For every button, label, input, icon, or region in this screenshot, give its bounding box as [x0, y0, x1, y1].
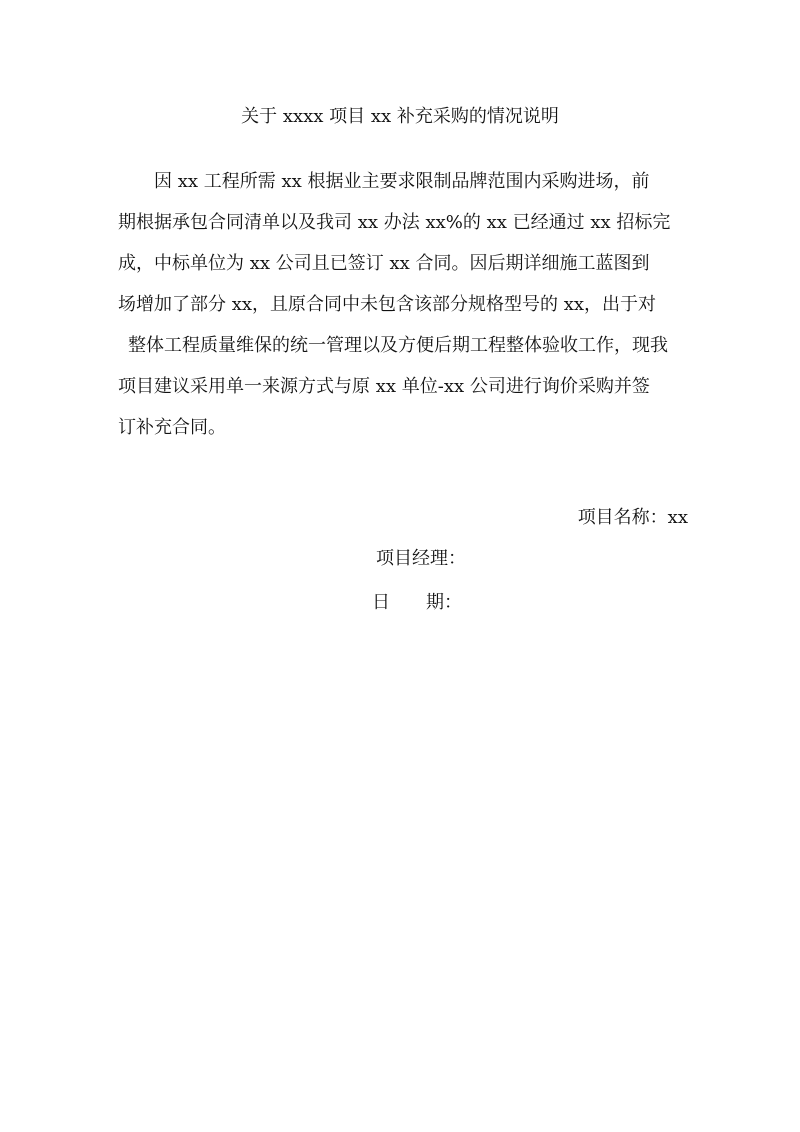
document-title: 关于 xxxx 项目 xx 补充采购的情况说明: [241, 106, 559, 127]
body-line: 期根据承包合同清单以及我司 xx 办法 xx%的 xx 已经通过 xx 招标完: [118, 212, 671, 233]
body-line: 整体工程质量维保的统一管理以及方便后期工程整体验收工作，现我: [128, 335, 668, 356]
signature-date: 日 期：: [372, 592, 462, 613]
document-body: [118, 168, 698, 455]
body-line: 成，中标单位为 xx 公司且已签订 xx 合同。因后期详细施工蓝图到: [118, 253, 650, 274]
body-line: 订补充合同。: [118, 417, 226, 438]
body-line: 因 xx 工程所需 xx 根据业主要求限制品牌范围内采购进场，前: [154, 171, 650, 192]
signature-project-manager: 项目经理：: [376, 548, 466, 569]
body-line: 项目建议采用单一来源方式与原 xx 单位-xx 公司进行询价采购并签: [118, 376, 650, 397]
signature-project-name: 项目名称：xx: [577, 507, 688, 528]
body-line: 场增加了部分 xx，且原合同中未包含该部分规格型号的 xx，出于对: [118, 294, 657, 315]
